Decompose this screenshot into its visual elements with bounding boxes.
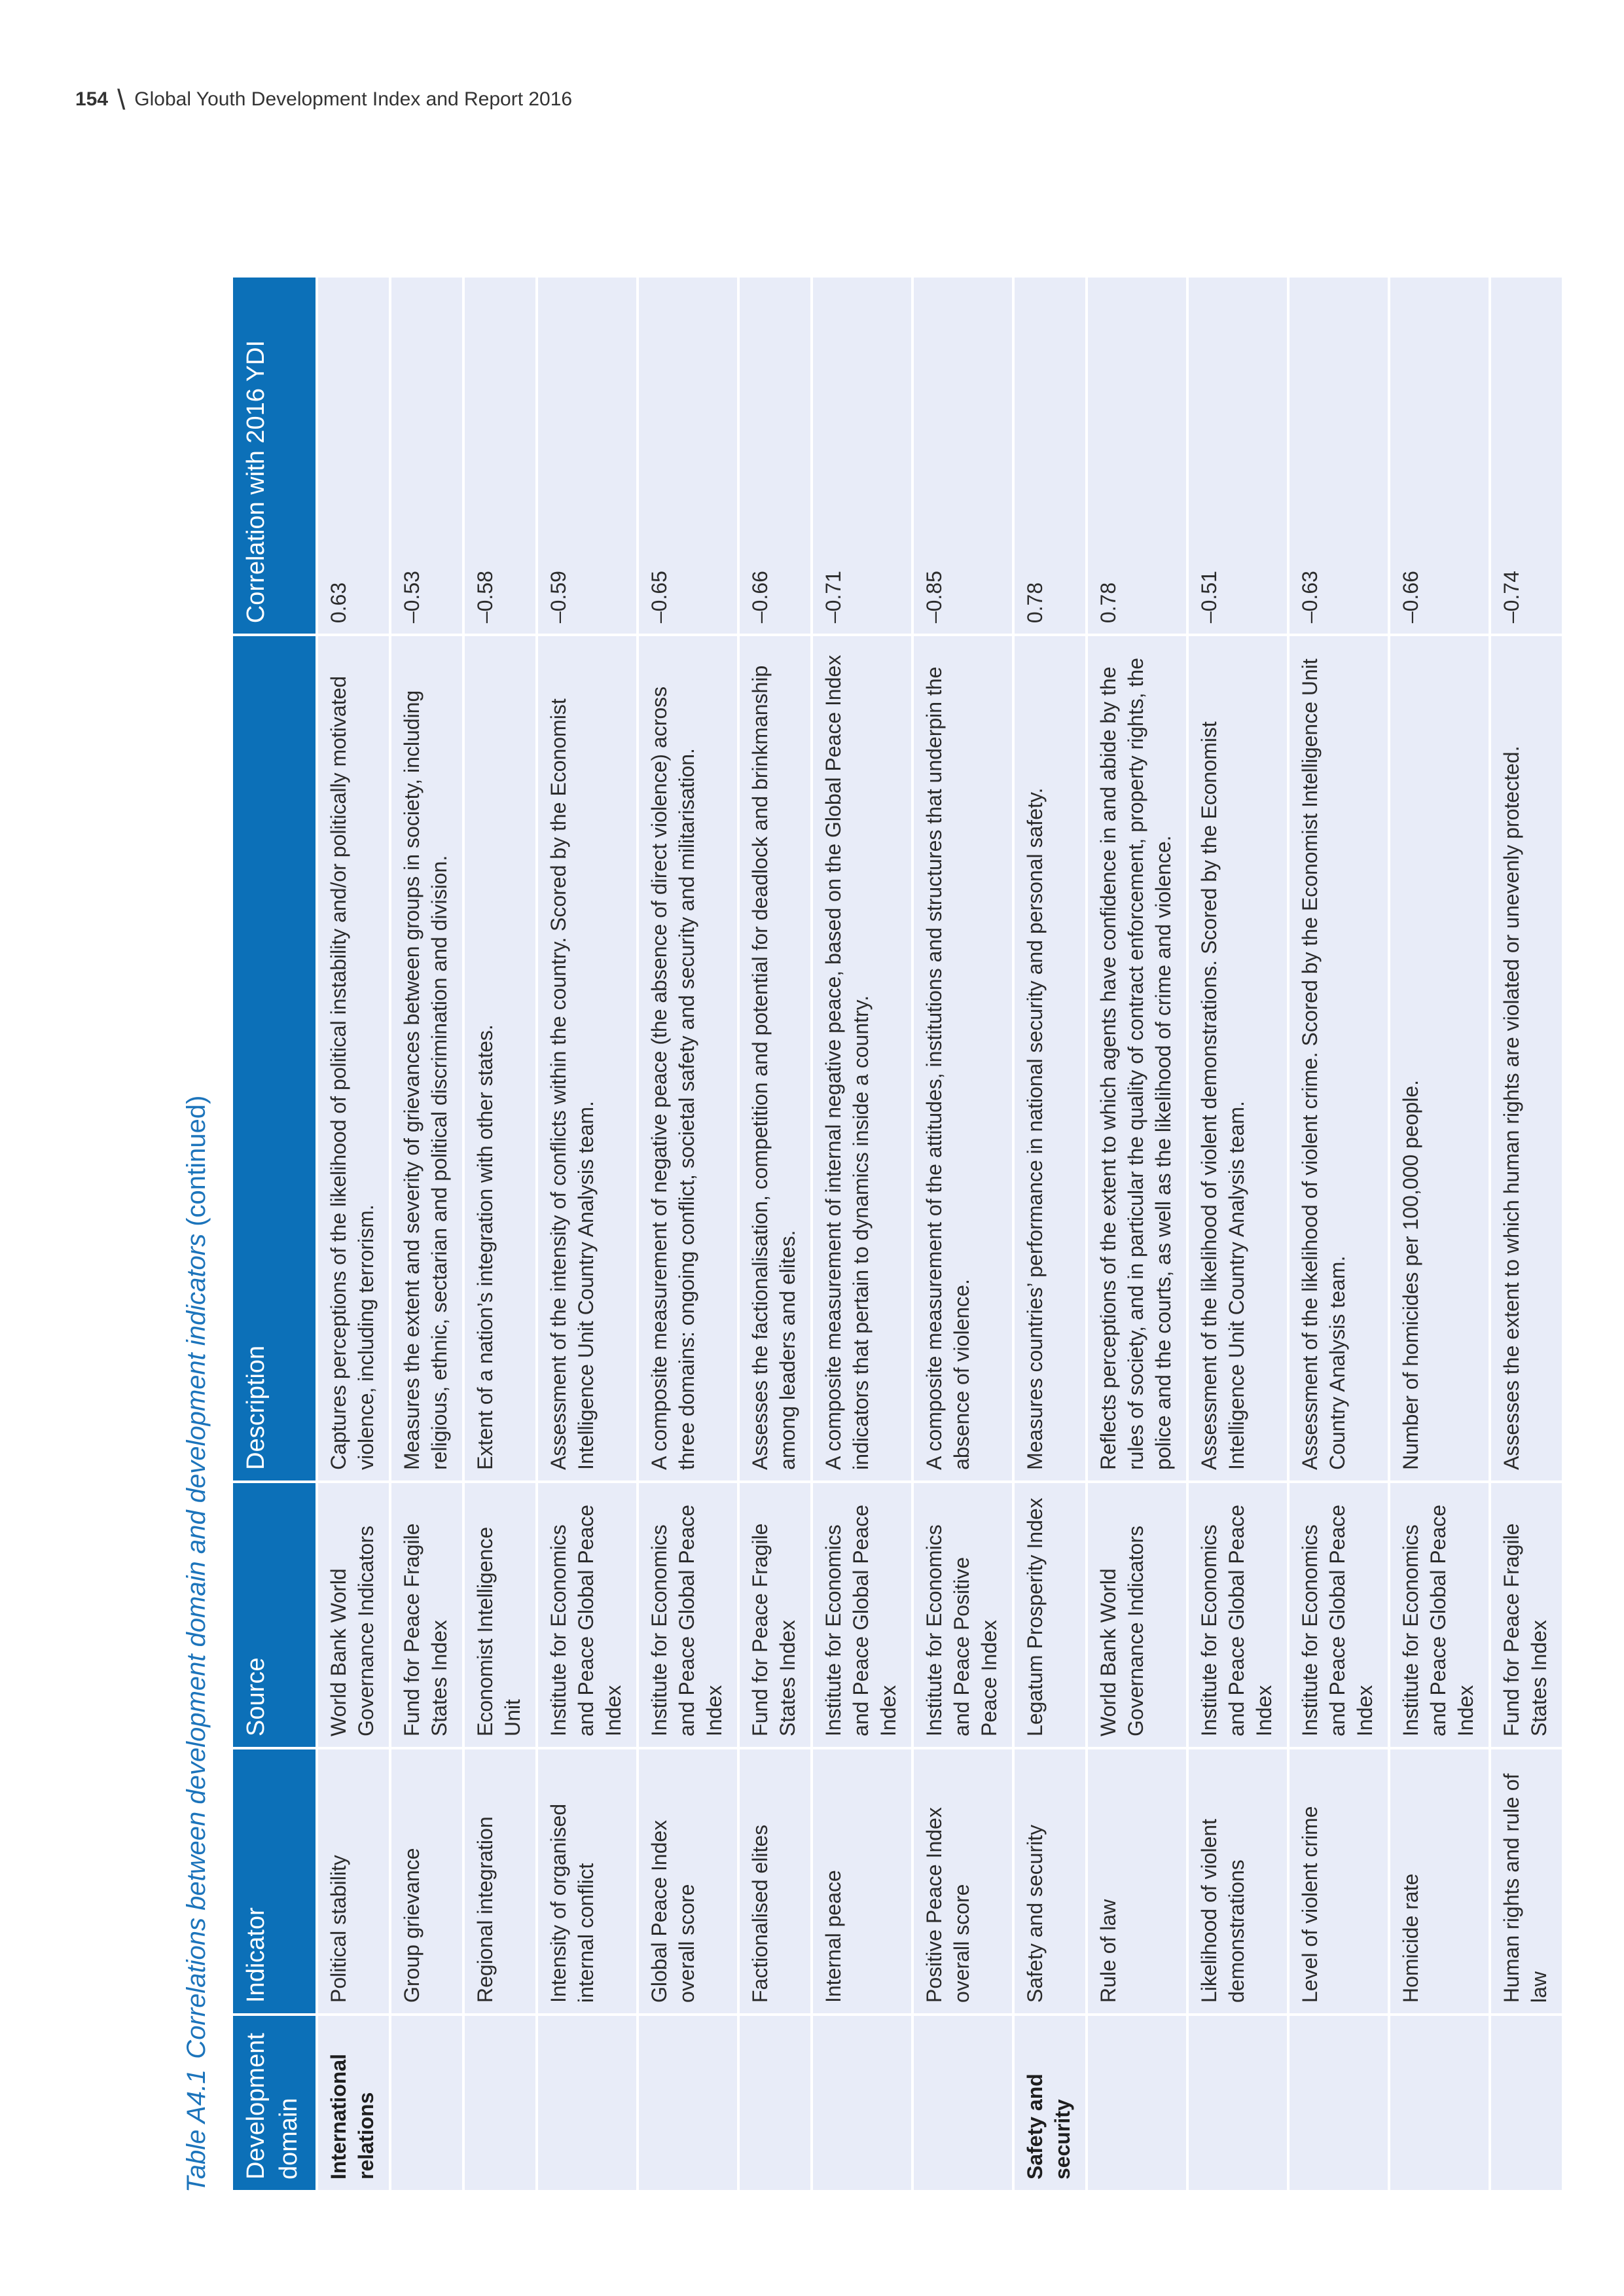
cell-indicator: Factionalised elites: [740, 1749, 810, 2013]
cell-indicator: Homicide rate: [1390, 1749, 1489, 2013]
cell-indicator: Rule of law: [1088, 1749, 1186, 2013]
header-separator: \: [117, 84, 126, 116]
cell-source: Institute for Economics and Peace Positive Peace Index: [914, 1483, 1012, 1747]
cell-indicator: Human rights and rule of law: [1491, 1749, 1562, 2013]
cell-description: Assessment of the likelihood of violent crime. Scored by the Economist Intelligence Unit Country Analysis team.: [1290, 636, 1388, 1480]
cell-indicator: Likelihood of violent demonstrations: [1189, 1749, 1287, 2013]
cell-source: Institute for Economics and Peace Global Peace Index: [1390, 1483, 1489, 1747]
cell-domain: [1390, 2016, 1489, 2190]
table-row: [1088, 278, 1186, 2190]
table-row: [1015, 278, 1085, 2190]
column-header-indicator: Indicator: [233, 1749, 316, 2013]
cell-description: Reflects perceptions of the extent to which agents have confidence in and abide by the rules of society, and in particular the quality of contract enforcement, property rights, the police and the courts, as well as the likelihood of crime and violence.: [1088, 636, 1186, 1480]
cell-correlation: –0.66: [1390, 278, 1489, 634]
table-caption: Correlations between development domain and development indicators: [182, 1233, 211, 2059]
table-row: [538, 278, 636, 2190]
table-label: Table A4.1: [182, 2069, 211, 2193]
cell-description: Assesses the extent to which human rights are violated or unevenly protected.: [1491, 636, 1562, 1480]
cell-description: A composite measurement of internal negative peace, based on the Global Peace Index indicators that pertain to dynamics inside a country.: [813, 636, 911, 1480]
column-header-description: Description: [233, 636, 316, 1480]
table-row: [1189, 278, 1287, 2190]
cell-correlation: –0.74: [1491, 278, 1562, 634]
cell-indicator: Level of violent crime: [1290, 1749, 1388, 2013]
cell-source: Fund for Peace Fragile States Index: [740, 1483, 810, 1747]
table-row: [318, 278, 389, 2190]
cell-indicator: Safety and security: [1015, 1749, 1085, 2013]
cell-correlation: –0.53: [391, 278, 462, 634]
cell-domain: International relations: [318, 2016, 389, 2190]
cell-domain: Safety and security: [1015, 2016, 1085, 2190]
table-row: [914, 278, 1012, 2190]
cell-correlation: –0.66: [740, 278, 810, 634]
table-row: [1390, 278, 1489, 2190]
cell-source: Legatum Prosperity Index: [1015, 1483, 1085, 1747]
cell-indicator: Global Peace Index overall score: [639, 1749, 737, 2013]
cell-source: Fund for Peace Fragile States Index: [391, 1483, 462, 1747]
table-row: [391, 278, 462, 2190]
cell-domain: [1491, 2016, 1562, 2190]
cell-description: Measures countries’ performance in national security and personal safety.: [1015, 636, 1085, 1480]
cell-indicator: Positive Peace Index overall score: [914, 1749, 1012, 2013]
cell-correlation: 0.63: [318, 278, 389, 634]
cell-correlation: –0.65: [639, 278, 737, 634]
table-row: [465, 278, 535, 2190]
cell-correlation: 0.78: [1015, 278, 1085, 634]
cell-correlation: –0.63: [1290, 278, 1388, 634]
cell-domain: [914, 2016, 1012, 2190]
cell-description: Assessment of the likelihood of violent demonstrations. Scored by the Economist Intelligence Unit Country Analysis team.: [1189, 636, 1287, 1480]
cell-description: Assessment of the intensity of conflicts within the country. Scored by the Economist Intelligence Unit Country Analysis team.: [538, 636, 636, 1480]
column-header-source: Source: [233, 1483, 316, 1747]
cell-source: Institute for Economics and Peace Global Peace Index: [1290, 1483, 1388, 1747]
cell-correlation: –0.58: [465, 278, 535, 634]
cell-correlation: –0.71: [813, 278, 911, 634]
cell-source: Institute for Economics and Peace Global Peace Index: [1189, 1483, 1287, 1747]
table-title: [164, 275, 229, 2193]
cell-domain: [639, 2016, 737, 2190]
cell-indicator: Group grievance: [391, 1749, 462, 2013]
page-header: [75, 84, 572, 117]
cell-domain: [1189, 2016, 1287, 2190]
cell-domain: [1088, 2016, 1186, 2190]
rotated-table-block: [164, 275, 1551, 2193]
cell-source: Institute for Economics and Peace Global Peace Index: [813, 1483, 911, 1747]
cell-description: Assesses the factionalisation, competition and potential for deadlock and brinkmanship among leaders and elites.: [740, 636, 810, 1480]
table-body: [318, 278, 1562, 2190]
page-number: 154: [75, 88, 109, 110]
cell-source: World Bank World Governance Indicators: [318, 1483, 389, 1747]
cell-source: Economist Intelligence Unit: [465, 1483, 535, 1747]
cell-description: Number of homicides per 100,000 people.: [1390, 636, 1489, 1480]
cell-description: A composite measurement of negative peace (the absence of direct violence) across three domains: ongoing conflict, societal safety and security and militarisation.: [639, 636, 737, 1480]
cell-source: Institute for Economics and Peace Global Peace Index: [538, 1483, 636, 1747]
cell-correlation: –0.51: [1189, 278, 1287, 634]
cell-description: Extent of a nation’s integration with other states.: [465, 636, 535, 1480]
table-row: [813, 278, 911, 2190]
cell-correlation: –0.59: [538, 278, 636, 634]
cell-domain: [391, 2016, 462, 2190]
cell-indicator: Intensity of organised internal conflict: [538, 1749, 636, 2013]
table-continued: (continued): [182, 1095, 211, 1227]
cell-source: World Bank World Governance Indicators: [1088, 1483, 1186, 1747]
cell-indicator: Internal peace: [813, 1749, 911, 2013]
cell-description: Measures the extent and severity of grievances between groups in society, including religious, ethnic, sectarian and political discrimination and division.: [391, 636, 462, 1480]
cell-domain: [740, 2016, 810, 2190]
cell-correlation: –0.85: [914, 278, 1012, 634]
cell-indicator: Political stability: [318, 1749, 389, 2013]
table-row: [740, 278, 810, 2190]
table-row: [1290, 278, 1388, 2190]
cell-domain: [465, 2016, 535, 2190]
indicator-table: [230, 275, 1564, 2193]
table-header-row: [233, 278, 316, 2190]
cell-domain: [1290, 2016, 1388, 2190]
column-header-correlation: Correlation with 2016 YDI: [233, 278, 316, 634]
cell-source: Institute for Economics and Peace Global Peace Index: [639, 1483, 737, 1747]
cell-description: Captures perceptions of the likelihood of political instability and/or politically motivated violence, including terrorism.: [318, 636, 389, 1480]
cell-description: A composite measurement of the attitudes, institutions and structures that underpin the absence of violence.: [914, 636, 1012, 1480]
column-header-domain: Development domain: [233, 2016, 316, 2190]
cell-indicator: Regional integration: [465, 1749, 535, 2013]
table-row: [639, 278, 737, 2190]
table-row: [1491, 278, 1562, 2190]
cell-domain: [538, 2016, 636, 2190]
cell-source: Fund for Peace Fragile States Index: [1491, 1483, 1562, 1747]
cell-correlation: 0.78: [1088, 278, 1186, 634]
cell-domain: [813, 2016, 911, 2190]
publication-title: Global Youth Development Index and Report 2016: [134, 88, 573, 110]
